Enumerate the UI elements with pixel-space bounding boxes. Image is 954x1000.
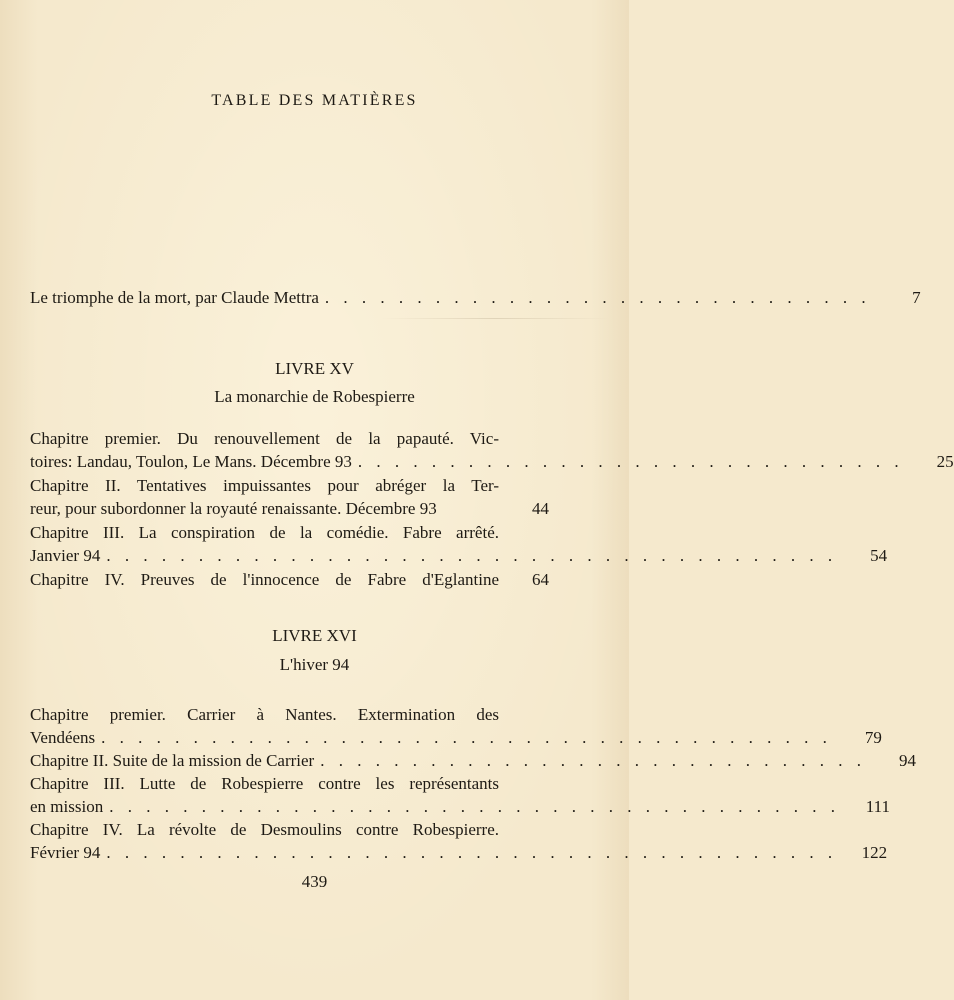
toc-page-number: 122 (861, 843, 888, 862)
toc-entry-line: Chapitre premier. Du renouvellement de la papauté. Vic- (30, 429, 499, 448)
book-title: La monarchie de Robespierre (214, 387, 415, 406)
toc-entry[interactable] (30, 427, 954, 473)
toc-page-number: 79 (864, 728, 882, 747)
toc-entry-line: Chapitre IV. Preuves de l'innocence de Fabre d'Eglantine (30, 570, 499, 589)
dot-leader: . . . . . . . . . . . . . . . . . . . . . . . . . . . . . . . . . . . . . . . . (106, 546, 838, 565)
toc-entry[interactable] (30, 521, 888, 567)
toc-page-number: 111 (865, 797, 890, 816)
toc-entry-line: toires: Landau, Toulon, Le Mans. Décembre 93 (30, 452, 352, 471)
toc-entry-line: Chapitre III. Lutte de Robespierre contre les représentants (30, 774, 499, 793)
toc-section-livre-xvi (30, 703, 916, 864)
paper-crease (380, 318, 610, 319)
toc-entry-line: en mission (30, 797, 104, 816)
toc-page-number: 64 (532, 570, 549, 589)
toc-entry[interactable] (30, 818, 888, 864)
toc-entry-line: Février 94 (30, 843, 101, 862)
toc-entry-line: Janvier 94 (30, 546, 101, 565)
dot-leader: . . . . . . . . . . . . . . . . . . . . . . . . . . . . . . (357, 452, 904, 471)
toc-entry-line: Chapitre II. Suite de la mission de Carrier (30, 751, 315, 770)
toc-entry-line: Chapitre IV. La révolte de Desmoulins contre Robespierre. (30, 820, 499, 839)
toc-entry-prelim[interactable] (30, 286, 921, 309)
toc-section-livre-xv (30, 427, 954, 591)
toc-entry[interactable] (30, 474, 549, 520)
book-label: LIVRE XVI (272, 626, 357, 645)
toc-page-number: 7 (912, 288, 921, 307)
toc-entry-line: Chapitre premier. Carrier à Nantes. Extermination des (30, 705, 499, 724)
toc-entry[interactable] (30, 568, 549, 591)
toc-page-number: 54 (870, 546, 888, 565)
running-head: TABLE DES MATIÈRES (211, 92, 418, 109)
toc-entry-line: Vendéens (30, 728, 96, 747)
dot-leader: . . . . . . . . . . . . . . . . . . . . . . . . . . . . . . . . . . . . . . . . (106, 843, 838, 862)
toc-entry[interactable] (30, 703, 882, 749)
toc-entry-line: Chapitre III. La conspiration de la comédie. Fabre arrêté. (30, 523, 499, 542)
toc-entry-line: Chapitre II. Tentatives impuissantes pour abréger la Ter- (30, 476, 499, 495)
dot-leader: . . . . . . . . . . . . . . . . . . . . . . . . . . . . . . (320, 751, 866, 770)
toc-entry-line: reur, pour subordonner la royauté renaissante. Décembre 93 (30, 499, 437, 518)
toc-page-number: 94 (898, 751, 916, 770)
page-number: 439 (301, 872, 328, 891)
toc-page-number: 25 (936, 452, 954, 471)
toc-entry[interactable] (30, 772, 890, 818)
toc-entry[interactable] (30, 749, 916, 772)
toc-entry-title: Le triomphe de la mort, par Claude Mettra (30, 288, 319, 307)
dot-leader: . . . . . . . . . . . . . . . . . . . . . . . . . . . . . . . . . . . . . . . . (109, 797, 840, 816)
dot-leader: . . . . . . . . . . . . . . . . . . . . . . . . . . . . . . (324, 288, 871, 307)
book-title: L'hiver 94 (279, 655, 350, 674)
toc-page-number: 44 (532, 499, 549, 518)
dot-leader: . . . . . . . . . . . . . . . . . . . . . . . . . . . . . . . . . . . . . . . . (101, 728, 832, 747)
book-label: LIVRE XV (275, 359, 354, 378)
